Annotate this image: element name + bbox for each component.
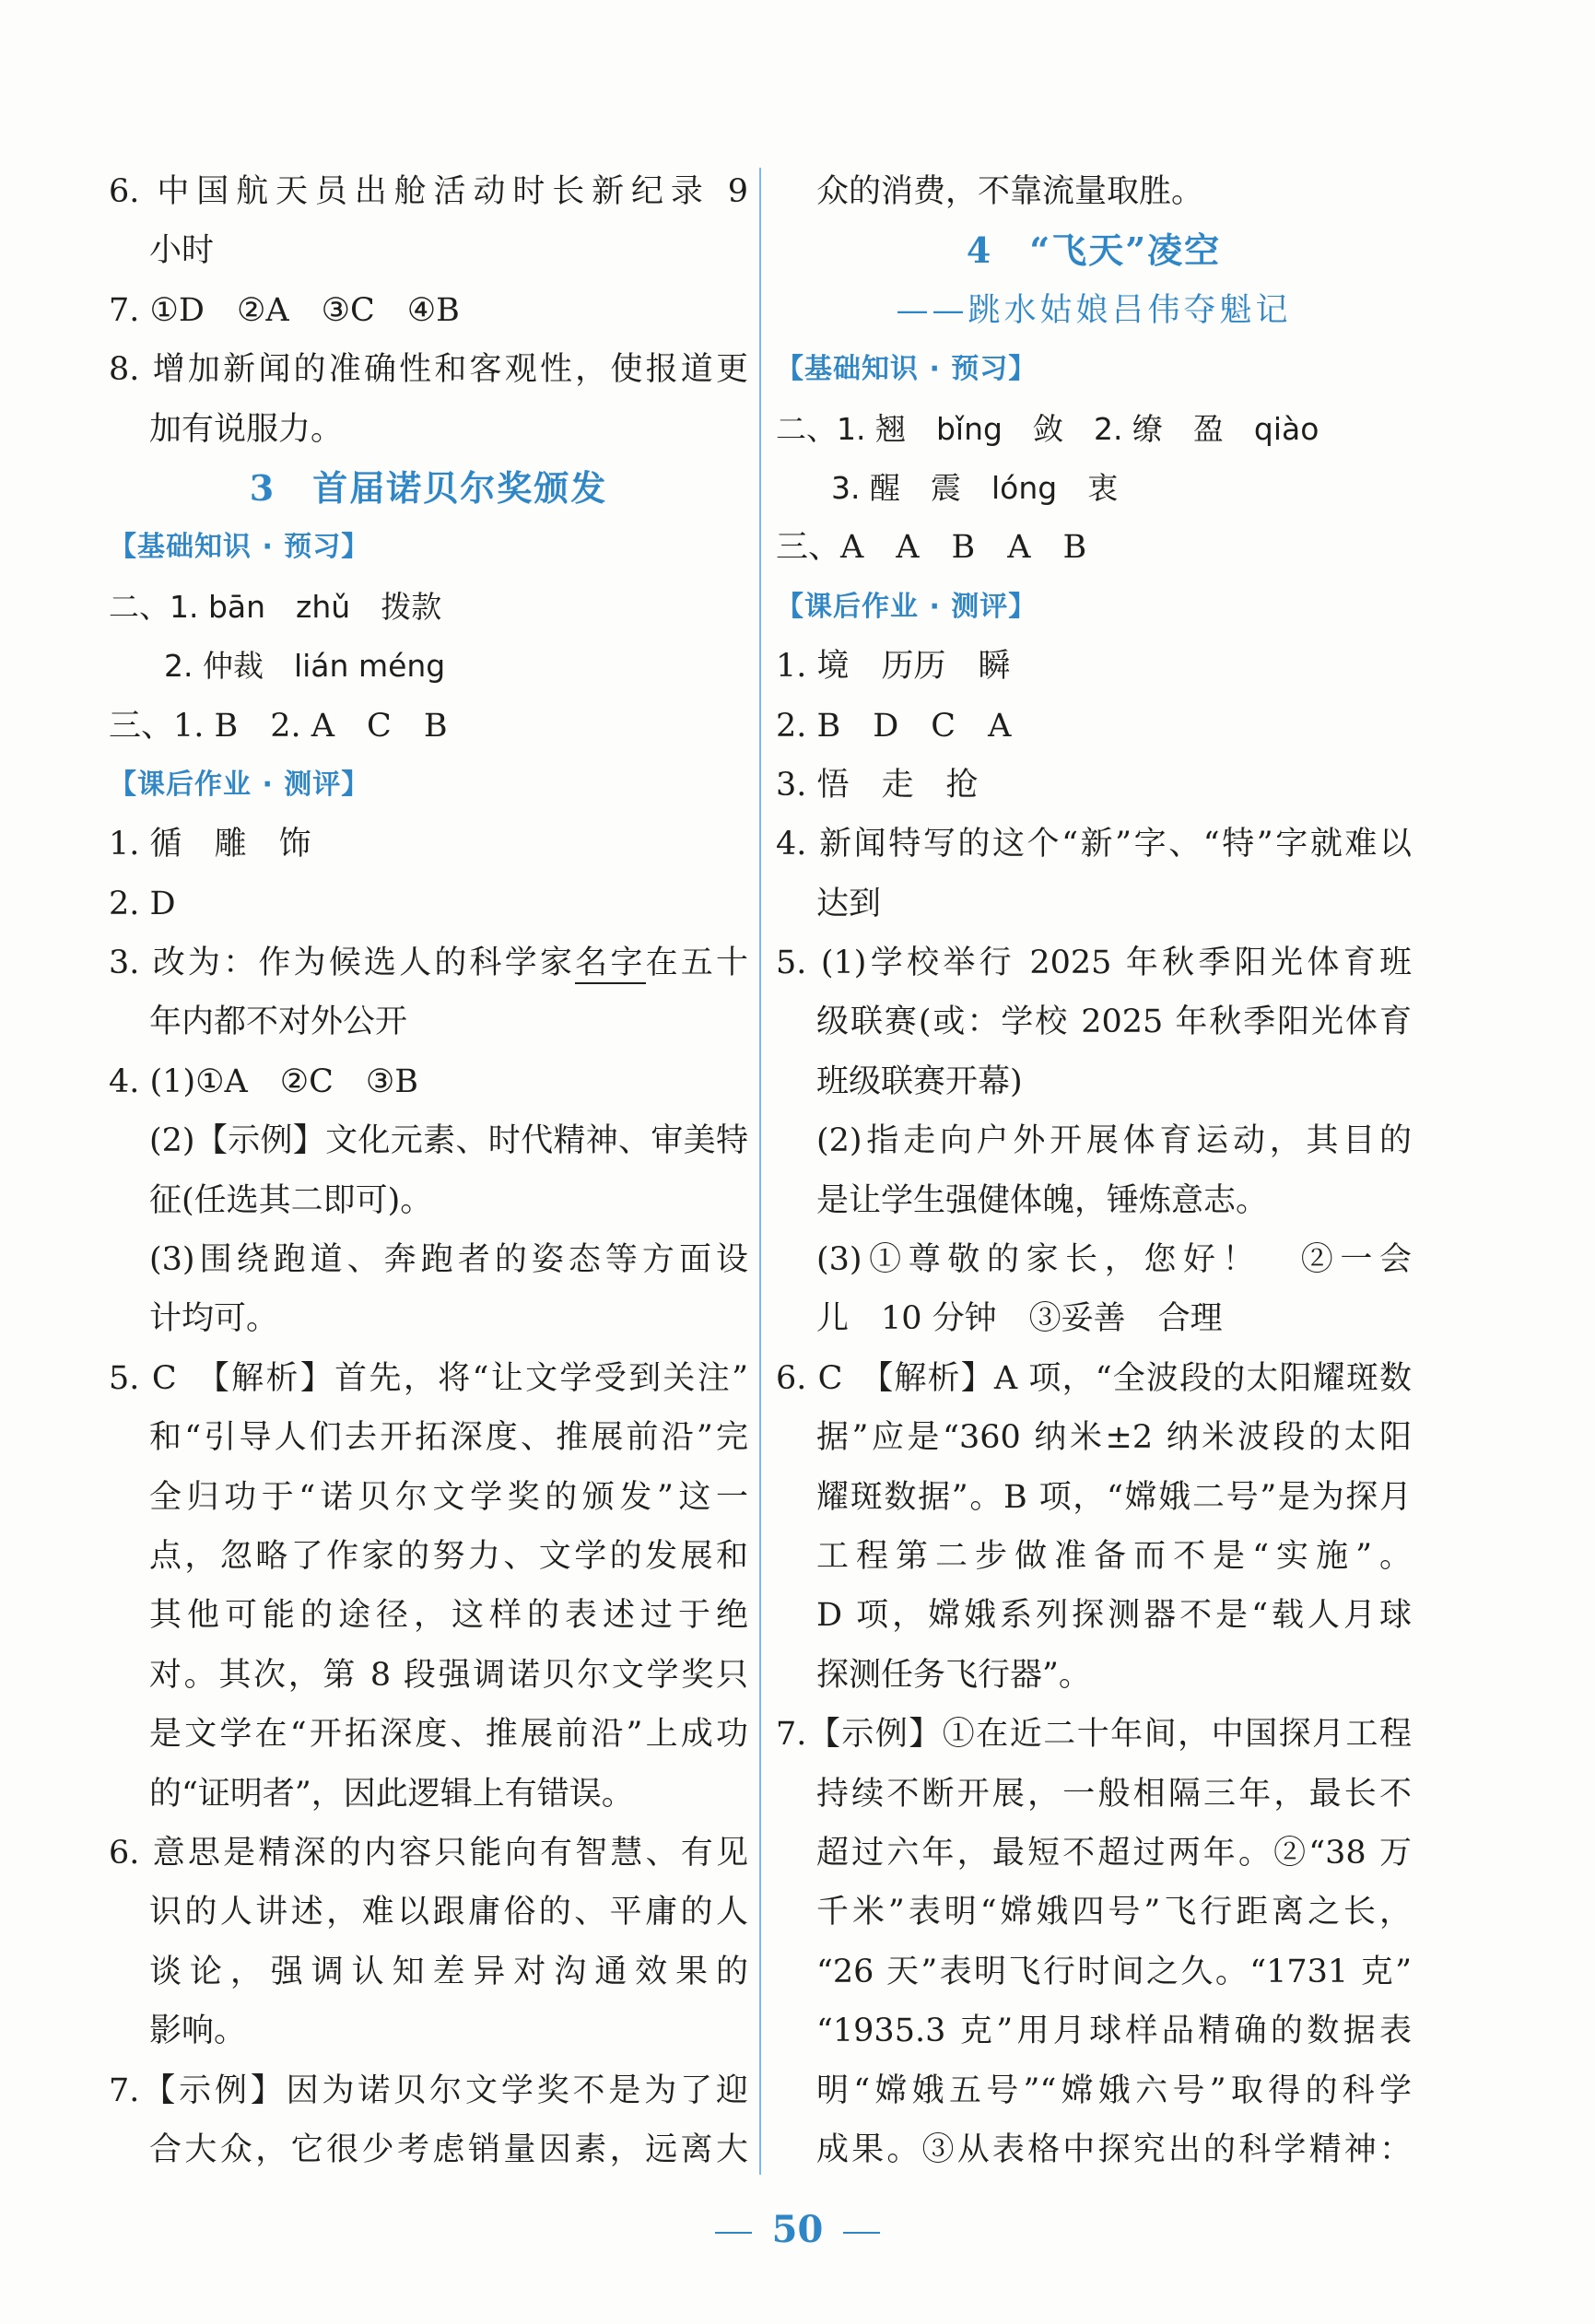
- label-homework-2: 【课后作业 · 测评】: [776, 590, 1038, 623]
- hw-3-line-1: [109, 933, 748, 992]
- s3-san: 三、1. B 2. A C B: [109, 707, 448, 745]
- s4-er-1: 二、1. 翘 bǐng 敛 2. 缭 盈 qiào: [776, 410, 1319, 447]
- r-hw-4-line-1: 4. 新闻特写的这个“新”字、“特”字就难以: [776, 826, 1412, 863]
- section-4-subtitle: ——跳水姑娘吕伟夺魁记: [896, 291, 1292, 329]
- r-hw-5-3-line-2: 儿 10 分钟 ③妥善 合理: [816, 1300, 1223, 1338]
- label-homework: 【课后作业 · 测评】: [109, 768, 370, 801]
- answer-7: 7. ①D ②A ③C ④B: [109, 291, 460, 329]
- section-3-title: 3 首届诺贝尔奖颁发: [249, 466, 608, 509]
- hw-3-line-2: 年内都不对外公开: [149, 1004, 408, 1041]
- section-4-title: 4 “飞天”凌空: [966, 229, 1222, 272]
- r-hw-5-1-line-2: 级联赛(或：学校 2025 年秋季阳光体育: [816, 1004, 1412, 1041]
- footer-dash-left: [715, 2232, 752, 2234]
- r-hw-6-line-2: 据”应是“360 纳米±2 纳米波段的太阳: [816, 1419, 1412, 1457]
- hw-5-line-8: 的“证明者”，因此逻辑上有错误。: [149, 1775, 634, 1813]
- hw-6-line-1: 6. 意思是精深的内容只能向有智慧、有见: [109, 1834, 748, 1872]
- r-hw-7-line-8: 成果。③从表格中探究出的科学精神：: [816, 2130, 1412, 2168]
- r-hw-2: 2. B D C A: [776, 707, 1012, 745]
- answer-6-line-2: 小时: [149, 232, 215, 270]
- r-hw-7-line-1: 7.【示例】①在近二十年间，中国探月工程: [776, 1716, 1412, 1754]
- r-hw-7-line-3: 超过六年，最短不超过两年。②“38 万: [816, 1834, 1412, 1872]
- hw-4-3-line-2: 计均可。: [149, 1300, 279, 1338]
- hw-7-line-1: 7.【示例】因为诺贝尔文学奖不是为了迎: [109, 2072, 748, 2109]
- hw-4-3-line-1: (3)围绕跑道、奔跑者的姿态等方面设: [149, 1241, 748, 1279]
- left-column: [109, 162, 748, 2179]
- hw-1: 1. 循 雕 饰: [109, 826, 311, 863]
- page-footer: [0, 2208, 1595, 2251]
- r-hw-5-2-line-1: (2)指走向户外开展体育运动，其目的: [816, 1122, 1412, 1160]
- hw-5-line-6: 对。其次，第 8 段强调诺贝尔文学奖只: [149, 1656, 748, 1694]
- r-hw-7-line-6: “1935.3 克”用月球样品精确的数据表: [816, 2013, 1412, 2050]
- r-hw-7-line-4: 千米”表明“嫦娥四号”飞行距离之长，: [816, 1894, 1412, 1931]
- label-basic-knowledge: 【基础知识 · 预习】: [109, 531, 370, 564]
- hw-5-line-5: 其他可能的途径，这样的表述过于绝: [149, 1597, 748, 1635]
- hw-5-line-7: 是文学在“开拓深度、推展前沿”上成功: [149, 1716, 748, 1754]
- r-hw-6-line-3: 耀斑数据”。B 项，“嫦娥二号”是为探月: [816, 1478, 1412, 1516]
- s4-san: 三、A A B A B: [776, 529, 1087, 567]
- answer-8-line-1: 8. 增加新闻的准确性和客观性，使报道更: [109, 351, 748, 389]
- s3-er-2: 2. 仲裁 lián méng: [164, 648, 446, 685]
- hw-4-1: 4. (1)①A ②C ③B: [109, 1062, 419, 1100]
- r-hw-6-line-6: 探测任务飞行器”。: [816, 1656, 1091, 1694]
- right-column: [776, 162, 1412, 2179]
- r-hw-7-line-7: 明“嫦娥五号”“嫦娥六号”取得的科学: [816, 2072, 1412, 2109]
- hw-2: 2. D: [109, 885, 176, 922]
- r-hw-6-line-4: 工程第二步做准备而不是“实施”。: [816, 1537, 1412, 1575]
- r-hw-5-1-line-1: 5. (1)学校举行 2025 年秋季阳光体育班: [776, 945, 1412, 982]
- r-hw-4-line-2: 达到: [816, 885, 882, 922]
- hw-6-line-3: 谈论，强调认知差异对沟通效果的: [149, 1953, 748, 1990]
- answer-6-line-1: 6. 中国航天员出舱活动时长新纪录 9: [109, 173, 748, 210]
- r-hw-6-line-1: 6. C 【解析】A 项，“全波段的太阳耀斑数: [776, 1359, 1412, 1397]
- hw-5-line-4: 点，忽略了作家的努力、文学的发展和: [149, 1537, 748, 1575]
- r-hw-1: 1. 境 历历 瞬: [776, 648, 1011, 686]
- r-hw-5-3-line-1: (3)①尊敬的家长，您好！ ②一会: [816, 1241, 1412, 1279]
- hw-5-line-1: 5. C 【解析】首先，将“让文学受到关注”: [109, 1359, 748, 1397]
- hw-7-line-2: 合大众，它很少考虑销量因素，远离大: [149, 2130, 748, 2168]
- hw-3-prefix: 3. 改为：作为候选人的科学家: [109, 945, 576, 982]
- r-hw-5-2-line-2: 是让学生强健体魄，锤炼意志。: [816, 1181, 1269, 1219]
- r-hw-3: 3. 悟 走 抢: [776, 766, 979, 804]
- r-hw-7-line-2: 持续不断开展，一般相隔三年，最长不: [816, 1775, 1412, 1813]
- column-divider: [759, 168, 761, 2175]
- footer-dash-right: [843, 2232, 880, 2234]
- hw-4-2-line-1: (2)【示例】文化元素、时代精神、审美特: [149, 1122, 748, 1160]
- hw-3-underlined: 名字: [575, 945, 645, 984]
- r-hw-6-line-5: D 项，嫦娥系列探测器不是“载人月球: [816, 1597, 1412, 1635]
- continued-line: 众的消费，不靠流量取胜。: [816, 173, 1204, 210]
- hw-6-line-4: 影响。: [149, 2013, 247, 2050]
- s3-er-1: 二、1. bān zhǔ 拨款: [109, 588, 442, 625]
- hw-5-line-2: 和“引导人们去开拓深度、推展前沿”完: [149, 1419, 748, 1457]
- r-hw-5-1-line-3: 班级联赛开幕): [816, 1062, 1023, 1100]
- answer-8-line-2: 加有说服力。: [149, 410, 344, 448]
- r-hw-7-line-5: “26 天”表明飞行时间之久。“1731 克”: [816, 1953, 1412, 1990]
- hw-6-line-2: 识的人讲述，难以跟庸俗的、平庸的人: [149, 1894, 748, 1931]
- hw-4-2-line-2: 征(任选其二即可)。: [149, 1181, 433, 1219]
- hw-3-suffix: 在五十: [645, 945, 748, 982]
- label-basic-knowledge-2: 【基础知识 · 预习】: [776, 353, 1038, 386]
- hw-5-line-3: 全归功于“诺贝尔文学奖的颁发”这一: [149, 1478, 748, 1516]
- page-number: 50: [771, 2208, 824, 2251]
- s4-er-2: 3. 醒 震 lóng 衷: [831, 469, 1119, 506]
